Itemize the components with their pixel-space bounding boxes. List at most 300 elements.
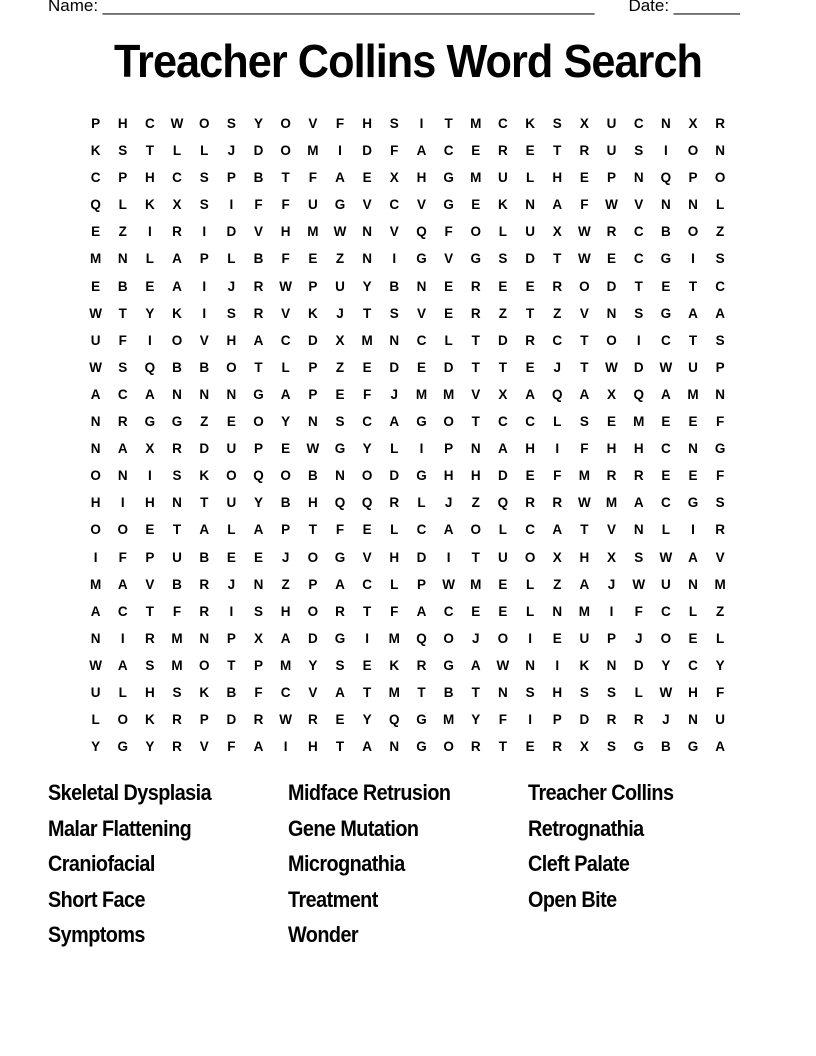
grid-letter: V [145,576,155,592]
grid-letter: L [390,441,399,457]
grid-letter: M [89,576,102,592]
grid-letter: C [280,684,291,700]
grid-letter: T [580,522,589,538]
grid-letter: T [281,170,290,186]
grid-letter: A [443,522,454,538]
grid-letter: X [145,441,155,457]
grid-letter: S [118,359,128,375]
grid-letter: F [254,197,263,213]
grid-letter: T [525,305,535,321]
grid-letter: T [471,414,480,430]
grid-letter: M [171,657,183,673]
grid-letter: N [389,739,400,755]
grid-letter: S [118,143,128,159]
grid-letter: U [498,549,508,565]
grid-letter: E [145,522,155,538]
grid-letter: A [172,278,182,294]
grid-letter: W [578,251,591,267]
grid-letter: P [308,576,318,592]
grid-letter: O [524,549,536,565]
grid-letter: Z [335,359,345,375]
grid-letter: N [307,414,318,430]
grid-letter: L [498,522,508,538]
grid-letter: N [688,576,698,592]
grid-letter: O [687,224,699,240]
grid-letter: D [443,359,454,375]
grid-letter: Z [498,305,508,321]
grid-letter: V [199,739,209,755]
grid-letter: H [145,495,155,511]
grid-letter: P [281,522,291,538]
grid-letter: R [552,278,563,294]
grid-letter: N [688,197,698,213]
grid-letter: S [715,495,725,511]
grid-letter: U [606,143,617,159]
grid-letter: S [634,549,644,565]
grid-letter: T [145,143,155,159]
grid-letter: X [607,386,617,402]
grid-letter: R [525,495,535,511]
grid-letter: B [226,684,237,700]
grid-letter: D [253,143,264,159]
grid-letter: J [634,630,643,646]
grid-letter: T [580,359,589,375]
grid-letter: R [606,468,617,484]
grid-letter: F [118,549,127,565]
grid-letter: N [199,386,210,402]
grid-letter: H [90,495,101,511]
grid-letter: H [552,684,563,700]
name-field-label[interactable]: Name: ____________________________________________________ [48,0,595,15]
grid-letter: A [90,603,101,619]
grid-letter: A [145,386,155,402]
grid-letter: U [498,170,508,186]
grid-letter: E [525,739,535,755]
grid-letter: P [308,386,318,402]
grid-letter: N [90,414,101,430]
grid-letter: L [390,576,399,592]
grid-letter: A [117,441,128,457]
grid-letter: F [308,170,317,186]
grid-letter: H [145,170,155,186]
grid-letter: Z [716,603,725,619]
grid-letter: S [552,116,562,131]
grid-letter: V [362,549,372,565]
grid-letter: P [118,170,128,186]
grid-letter: I [528,712,532,728]
grid-letter: A [498,441,508,457]
word-list-item: Symptoms [48,922,145,947]
grid-letter: N [525,197,535,213]
grid-letter: O [470,522,482,538]
grid-letter: S [172,468,182,484]
header [48,0,740,20]
grid-letter: U [226,495,237,511]
grid-letter: W [333,224,347,240]
grid-letter: I [392,251,397,267]
grid-letter: M [388,630,400,646]
grid-letter: B [117,278,128,294]
grid-letter: B [280,495,291,511]
grid-letter: O [714,170,726,186]
grid-letter: P [254,441,264,457]
grid-letter: T [200,495,209,511]
grid-letter: W [632,576,646,592]
word-list-item: Treacher Collins [528,780,674,805]
grid-letter: Z [118,224,127,240]
grid-letter: H [525,441,535,457]
grid-letter: S [634,143,644,159]
grid-letter: L [145,251,155,267]
grid-letter: O [198,116,210,131]
grid-letter: E [525,359,535,375]
grid-letter: E [444,305,454,321]
grid-letter: P [688,170,698,186]
grid-letter: X [335,332,345,348]
grid-letter: I [555,657,560,673]
word-list-item: Wonder [288,922,359,947]
grid-letter: Q [253,468,264,484]
grid-letter: H [307,495,318,511]
grid-letter: E [498,278,508,294]
grid-letter: E [362,522,372,538]
grid-letter: L [91,712,100,728]
grid-letter: S [634,305,644,321]
grid-letter: C [525,414,535,430]
grid-letter: E [335,712,345,728]
grid-letter: M [470,116,482,131]
grid-letter: O [443,739,454,755]
grid-letter: R [199,576,210,592]
grid-letter: V [579,305,589,321]
grid-letter: U [90,332,101,348]
grid-letter: C [416,332,427,348]
grid-letter: T [363,684,372,700]
grid-letter: R [498,143,508,159]
grid-letter: C [280,332,291,348]
grid-letter: G [660,251,672,267]
grid-letter: S [145,657,155,673]
grid-letter: R [253,305,264,321]
grid-letter: S [715,251,725,267]
grid-letter: G [660,305,672,321]
grid-letter: W [279,712,293,728]
grid-letter: R [470,278,481,294]
grid-letter: K [525,116,535,131]
grid-letter: S [199,197,209,213]
grid-letter: F [634,603,643,619]
grid-letter: P [226,630,236,646]
grid-letter: S [389,116,399,131]
grid-letter: N [715,386,726,402]
grid-letter: O [280,116,291,131]
grid-letter: G [416,468,427,484]
grid-letter: O [470,224,482,240]
grid-letter: V [281,305,291,321]
grid-letter: W [578,224,591,240]
grid-letter: B [660,224,671,240]
grid-letter: S [607,684,617,700]
grid-letter: X [389,170,399,186]
grid-letter: E [688,468,698,484]
grid-letter: B [389,278,400,294]
grid-letter: M [307,224,319,240]
grid-letter: F [363,386,372,402]
grid-letter: J [662,712,670,728]
grid-letter: C [660,495,671,511]
grid-letter: E [226,549,236,565]
grid-letter: I [446,549,451,565]
grid-letter: Z [553,576,562,592]
grid-letter: T [444,116,453,131]
grid-letter: V [308,684,318,700]
grid-letter: P [607,170,617,186]
word-list-item: Micrognathia [288,851,405,876]
grid-letter: R [579,143,590,159]
grid-letter: C [416,522,427,538]
grid-letter: S [607,739,617,755]
grid-letter: I [93,549,98,565]
grid-letter: V [416,305,426,321]
grid-letter: P [308,278,318,294]
grid-letter: P [607,630,617,646]
grid-letter: B [199,359,210,375]
grid-letter: I [120,630,125,646]
grid-letter: N [253,576,264,592]
grid-letter: T [254,359,263,375]
grid-letter: E [362,657,372,673]
grid-letter: C [117,386,128,402]
grid-letter: E [471,603,481,619]
grid-letter: D [226,712,237,728]
grid-letter: W [170,116,184,131]
grid-letter: O [171,332,183,348]
grid-letter: P [552,712,562,728]
grid-letter: L [390,522,399,538]
grid-letter: D [633,359,644,375]
grid-letter: U [172,549,182,565]
grid-letter: D [389,359,400,375]
grid-letter: R [633,468,644,484]
grid-letter: R [389,495,400,511]
grid-letter: N [688,712,698,728]
grid-letter: J [553,359,561,375]
grid-letter: B [253,170,264,186]
grid-letter: I [691,251,695,267]
grid-letter: A [362,739,373,755]
grid-letter: F [444,224,453,240]
grid-letter: Q [551,386,563,402]
grid-letter: S [389,305,399,321]
grid-letter: N [525,657,535,673]
grid-letter: G [416,251,427,267]
word-list-item: Treatment [288,886,378,912]
grid-letter: T [688,332,698,348]
grid-letter: C [633,116,644,131]
grid-letter: Y [145,305,155,321]
grid-letter: D [579,712,590,728]
grid-letter: T [634,278,643,294]
grid-letter: T [553,143,562,159]
grid-letter: N [470,441,481,457]
grid-letter: V [444,251,454,267]
word-list-item: Skeletal Dysplasia [48,780,212,805]
grid-letter: N [117,251,128,267]
grid-letter: F [390,143,399,159]
grid-letter: R [335,603,345,619]
grid-letter: X [498,386,508,402]
grid-letter: R [172,739,182,755]
grid-letter: D [633,657,644,673]
grid-letter: V [634,197,644,213]
grid-letter: R [715,522,726,538]
grid-letter: Y [145,739,155,755]
grid-letter: R [416,657,427,673]
grid-letter: M [633,414,645,430]
grid-letter: T [580,332,589,348]
grid-letter: I [120,495,125,511]
grid-letter: D [498,332,508,348]
grid-letter: S [579,414,589,430]
grid-letter: J [227,143,236,159]
grid-letter: H [362,116,373,131]
grid-letter: H [470,468,481,484]
grid-letter: Y [254,495,264,511]
grid-letter: O [280,143,291,159]
grid-letter: R [552,495,563,511]
grid-letter: G [416,414,427,430]
grid-letter: U [660,576,671,592]
grid-letter: N [172,386,182,402]
grid-letter: L [281,359,290,375]
grid-letter: K [498,197,508,213]
grid-letter: G [443,657,454,673]
grid-letter: V [715,549,725,565]
grid-letter: M [578,468,591,484]
grid-letter: L [525,170,535,186]
grid-letter: J [227,278,236,294]
grid-letter: C [90,170,101,186]
grid-letter: E [281,441,291,457]
grid-letter: F [227,739,236,755]
grid-letter: D [307,332,318,348]
grid-letter: L [716,630,725,646]
grid-letter: H [117,116,128,131]
grid-letter: A [199,522,210,538]
grid-letter: G [687,495,699,511]
grid-letter: N [90,630,101,646]
grid-letter: W [578,495,591,511]
word-list [48,780,768,958]
grid-letter: E [525,278,535,294]
grid-letter: S [226,305,236,321]
grid-letter: M [442,712,455,728]
grid-letter: E [362,170,372,186]
grid-letter: R [199,603,210,619]
grid-letter: F [580,197,589,213]
grid-letter: D [525,251,535,267]
grid-letter: Y [91,739,101,755]
grid-letter: W [89,305,102,321]
grid-letter: T [553,251,562,267]
page-title: Treacher Collins Word Search [113,35,703,87]
grid-letter: K [145,712,155,728]
grid-letter: M [578,603,591,619]
grid-letter: W [89,359,102,375]
grid-letter: T [471,359,480,375]
grid-letter: O [497,630,509,646]
grid-letter: X [688,116,698,131]
grid-letter: A [715,739,726,755]
grid-letter: I [636,332,641,348]
grid-letter: O [606,332,617,348]
grid-letter: O [226,359,237,375]
grid-letter: R [172,441,182,457]
grid-letter: R [606,712,617,728]
grid-letter: E [661,278,671,294]
grid-letter: J [390,386,399,402]
grid-letter: N [416,278,427,294]
grid-letter: O [660,630,672,646]
grid-letter: G [443,170,454,186]
grid-letter: C [443,603,454,619]
grid-letter: N [498,684,508,700]
grid-letter: K [307,305,318,321]
grid-letter: F [716,684,725,700]
grid-letter: T [335,739,345,755]
grid-letter: F [172,603,182,619]
grid-letter: W [442,576,455,592]
grid-letter: T [172,522,182,538]
grid-letter: E [226,414,236,430]
grid-letter: C [660,332,671,348]
grid-letter: L [553,414,562,430]
grid-letter: Z [716,224,725,240]
grid-letter: H [443,468,454,484]
grid-letter: H [579,549,590,565]
grid-letter: O [198,657,210,673]
grid-letter: W [496,657,510,673]
grid-letter: O [253,414,264,430]
grid-letter: P [254,657,264,673]
date-field-label[interactable]: Date: _______ [628,0,740,15]
grid-letter: E [91,224,101,240]
grid-letter: E [471,143,481,159]
grid-letter: C [688,657,698,673]
grid-letter: D [362,143,373,159]
grid-letter: G [633,739,644,755]
grid-letter: F [335,522,345,538]
grid-letter: A [172,251,182,267]
grid-letter: Q [497,495,509,511]
grid-letter: H [688,684,698,700]
grid-letter: E [471,197,481,213]
grid-letter: R [145,630,155,646]
grid-letter: F [281,197,290,213]
grid-letter: M [361,332,373,348]
grid-letter: E [416,359,426,375]
grid-letter: M [89,251,102,267]
grid-letter: J [472,630,480,646]
grid-letter: P [308,359,318,375]
grid-letter: Z [281,576,290,592]
grid-letter: E [525,143,535,159]
grid-letter: A [253,332,264,348]
grid-letter: E [91,278,101,294]
grid-letter: N [552,603,563,619]
grid-letter: E [145,278,155,294]
grid-letter: O [280,468,291,484]
